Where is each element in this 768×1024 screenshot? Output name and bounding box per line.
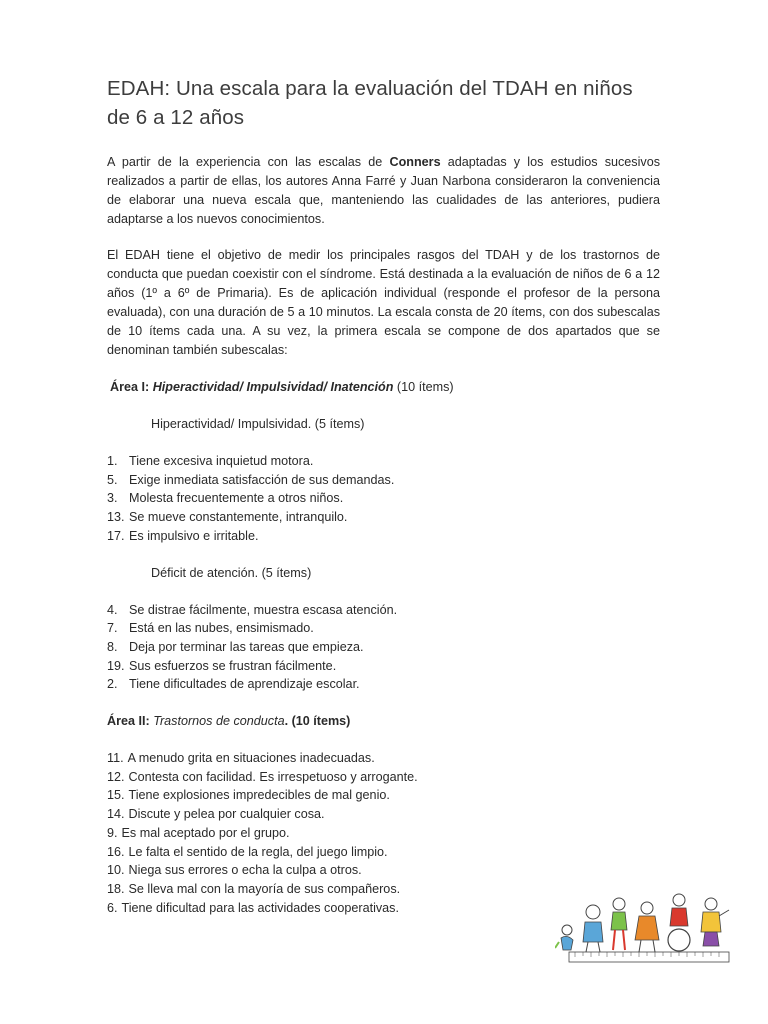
item-text: Tiene explosiones impredecibles de mal genio. [128, 788, 390, 803]
ruler-outline [569, 952, 729, 962]
area-2-count: . (10 ítems) [284, 714, 351, 729]
item-number: 16. [107, 844, 125, 859]
ruler-ticks [575, 952, 719, 957]
item-number: 11. [107, 751, 124, 766]
item-number: 9. [107, 825, 118, 840]
list-item [107, 768, 660, 787]
list-item [107, 675, 660, 694]
intro-p1-before: A partir de la experiencia con las escalas de [107, 155, 390, 169]
area-2-name: Trastornos de conducta [153, 714, 285, 729]
list-item [107, 527, 660, 546]
list-item [107, 601, 660, 620]
subscale-1-list [107, 452, 660, 546]
item-number: 19. [107, 658, 125, 673]
item-text: Es mal aceptado por el grupo. [121, 825, 290, 840]
item-number: 3. [107, 491, 118, 506]
item-number: 15. [107, 788, 125, 803]
list-item [107, 619, 660, 638]
item-number: 5. [107, 472, 118, 487]
item-number: 17. [107, 528, 125, 543]
item-text: A menudo grita en situaciones inadecuadas. [127, 751, 375, 766]
item-number: 8. [107, 639, 118, 654]
item-number: 2. [107, 677, 118, 692]
child-figure-2 [583, 905, 603, 952]
list-item [107, 471, 660, 490]
area-1-heading [107, 378, 660, 397]
list-item [107, 638, 660, 657]
area-2-heading [107, 712, 660, 731]
list-item [107, 805, 660, 824]
page-title: EDAH: Una escala para la evaluación del TDAH en niños de 6 a 12 años [107, 77, 633, 129]
area-1-count: (10 ítems) [393, 380, 454, 394]
item-number: 7. [107, 621, 118, 636]
list-item [107, 786, 660, 805]
intro-paragraph-2: El EDAH tiene el objetivo de medir los principales rasgos del TDAH y de los trastornos de conducta que puedan coexistir con el síndrome. Está destinada a la evaluación de niños de 6 a 12 años (1º a 6º de Primaria). Es de aplicación individual (responde el profesor de la persona evaluada), con una duración de 5 a 10 minutos. La escala consta de 20 ítems, con dos subescalas de 10 ítems cada una. A su vez, la primera escala se compone de dos apartados que se denominan también subescalas: [107, 248, 660, 357]
intro-p1-after: adaptadas y los estudios sucesivos realizados a partir de ellas, los autores Anna Farré y Juan Narbona consideraron la conveniencia de elaborar una nueva escala que, manteniendo las cualidades de las anteriores, pudiera adaptarse a los nuevos conocimientos. [107, 155, 660, 226]
children-drawing-icon [555, 890, 735, 970]
intro-paragraph-1 [107, 153, 660, 229]
item-text: Tiene excesiva inquietud motora. [129, 454, 314, 468]
item-text: Contesta con facilidad. Es irrespetuoso y arrogante. [128, 769, 418, 784]
list-item [107, 861, 660, 880]
intro-p1-bold: Conners [389, 155, 441, 169]
item-text: Discute y pelea por cualquier cosa. [128, 807, 325, 822]
child-figure-6 [701, 898, 729, 946]
list-item [107, 824, 660, 843]
item-text: Molesta frecuentemente a otros niños. [129, 491, 344, 506]
list-item [107, 452, 660, 471]
item-number: 6. [107, 900, 118, 915]
item-text: Se lleva mal con la mayoría de sus compañeros. [128, 881, 401, 896]
area-1-name: Hiperactividad/ Impulsividad/ Inatención [152, 380, 394, 394]
item-text: Exige inmediata satisfacción de sus demandas. [129, 472, 395, 487]
item-number: 1. [107, 454, 118, 468]
child-figure-1 [555, 925, 573, 950]
list-item [107, 657, 660, 676]
list-item [107, 843, 660, 862]
item-text: Le falta el sentido de la regla, del juego limpio. [128, 844, 388, 859]
list-item [107, 508, 660, 527]
subscale-2-list [107, 601, 660, 695]
child-figure-3 [611, 898, 627, 950]
item-number: 18. [107, 881, 125, 896]
item-number: 10. [107, 863, 125, 878]
area-1-label: Área I: [110, 380, 153, 394]
item-text: Niega sus errores o echa la culpa a otros. [128, 863, 362, 878]
item-number: 13. [107, 510, 125, 525]
item-text: Se mueve constantemente, intranquilo. [129, 510, 348, 525]
area-2-label: Área II: [107, 714, 154, 729]
document-page [107, 74, 660, 917]
item-text: Está en las nubes, ensimismado. [129, 621, 314, 636]
item-number: 12. [107, 769, 125, 784]
child-figure-4 [635, 902, 659, 952]
item-text: Sus esfuerzos se frustran fácilmente. [129, 658, 337, 673]
item-text: Se distrae fácilmente, muestra escasa atención. [129, 602, 398, 617]
item-text: Tiene dificultades de aprendizaje escolar. [129, 677, 360, 692]
child-figure-5 [668, 894, 690, 951]
subscale-2-title: Déficit de atención. (5 ítems) [151, 565, 312, 580]
item-text: Es impulsivo e irritable. [129, 528, 259, 543]
item-text: Deja por terminar las tareas que empieza. [129, 639, 364, 654]
item-number: 14. [107, 807, 125, 822]
subscale-1-title: Hiperactividad/ Impulsividad. (5 ítems) [151, 417, 365, 431]
item-text: Tiene dificultad para las actividades cooperativas. [121, 900, 399, 915]
item-number: 4. [107, 602, 118, 617]
list-item [107, 749, 660, 768]
list-item [107, 489, 660, 508]
